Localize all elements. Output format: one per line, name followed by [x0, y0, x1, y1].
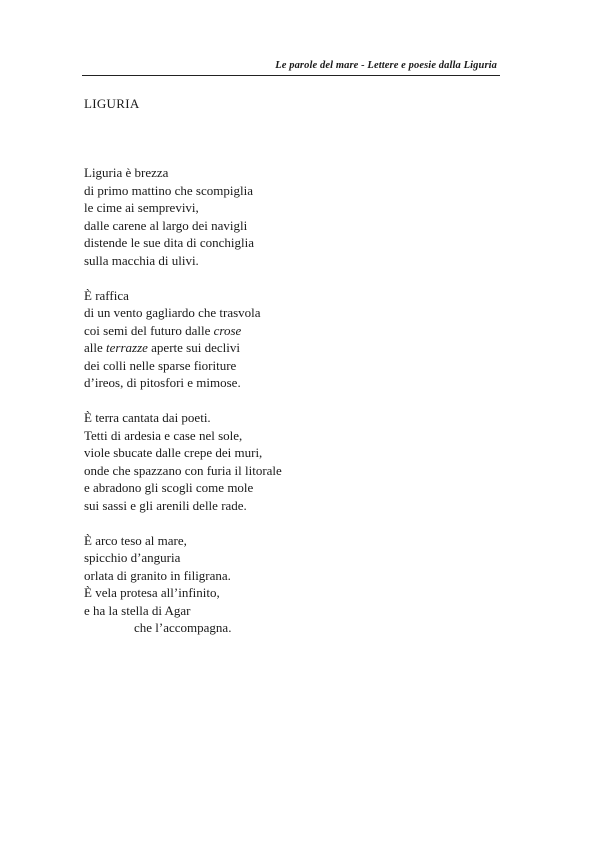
poem-line: di primo mattino che scompiglia — [84, 182, 253, 198]
stanza-1 — [84, 164, 504, 269]
poem-line: distende le sue dita di conchiglia — [84, 235, 255, 250]
poem-line: sulla macchia di ulivi. — [84, 252, 199, 268]
poem-line — [84, 322, 504, 340]
poem-line: di un vento gagliardo che trasvola — [84, 305, 261, 320]
poem-line-text: alle — [84, 340, 107, 355]
poem-line: e abradono gli scogli come mole — [84, 480, 254, 495]
poem-line: orlata di granito in filigrana. — [84, 567, 231, 583]
italic-word-crose: crose — [213, 322, 242, 338]
poem-line: dalle carene al largo dei navigli — [84, 217, 248, 233]
running-header: Le parole del mare - Lettere e poesie dalla Liguria — [275, 60, 497, 71]
stanza-2 — [84, 287, 504, 392]
stanza-3 — [84, 409, 504, 514]
poem-line: spicchio d’anguria — [84, 550, 181, 565]
poem-line: e ha la stella di Agar — [84, 602, 191, 618]
poem-line-indented: che l’accompagna. — [134, 620, 232, 635]
italic-word-terrazze: terrazze — [106, 340, 148, 355]
poem-line: le cime ai semprevivi, — [84, 200, 199, 215]
poem-title: LIGURIA — [84, 96, 140, 111]
poem-line: d’ireos, di pitosfori e mimose. — [84, 375, 241, 390]
header-divider — [82, 75, 500, 76]
poem-line: onde che spazzano con furia il litorale — [84, 462, 282, 478]
poem-line: È arco teso al mare, — [84, 532, 187, 548]
poem-line: È raffica — [84, 287, 129, 303]
poem-line: sui sassi e gli arenili delle rade. — [84, 497, 247, 513]
poem-line: È terra cantata dai poeti. — [84, 410, 211, 425]
poem-line: dei colli nelle sparse fioriture — [84, 357, 237, 373]
poem-line-text: aperte sui declivi — [147, 340, 240, 355]
poem-line: Liguria è brezza — [84, 165, 169, 180]
stanza-4 — [84, 532, 504, 637]
poem-line: È vela protesa all’infinito, — [84, 585, 220, 600]
poem-line: Tetti di ardesia e case nel sole, — [84, 427, 243, 443]
poem-line — [84, 339, 504, 357]
poem-line: viole sbucate dalle crepe dei muri, — [84, 445, 263, 460]
poem-line-text: coi semi del futuro dalle — [84, 322, 214, 338]
poem-body — [84, 164, 504, 654]
